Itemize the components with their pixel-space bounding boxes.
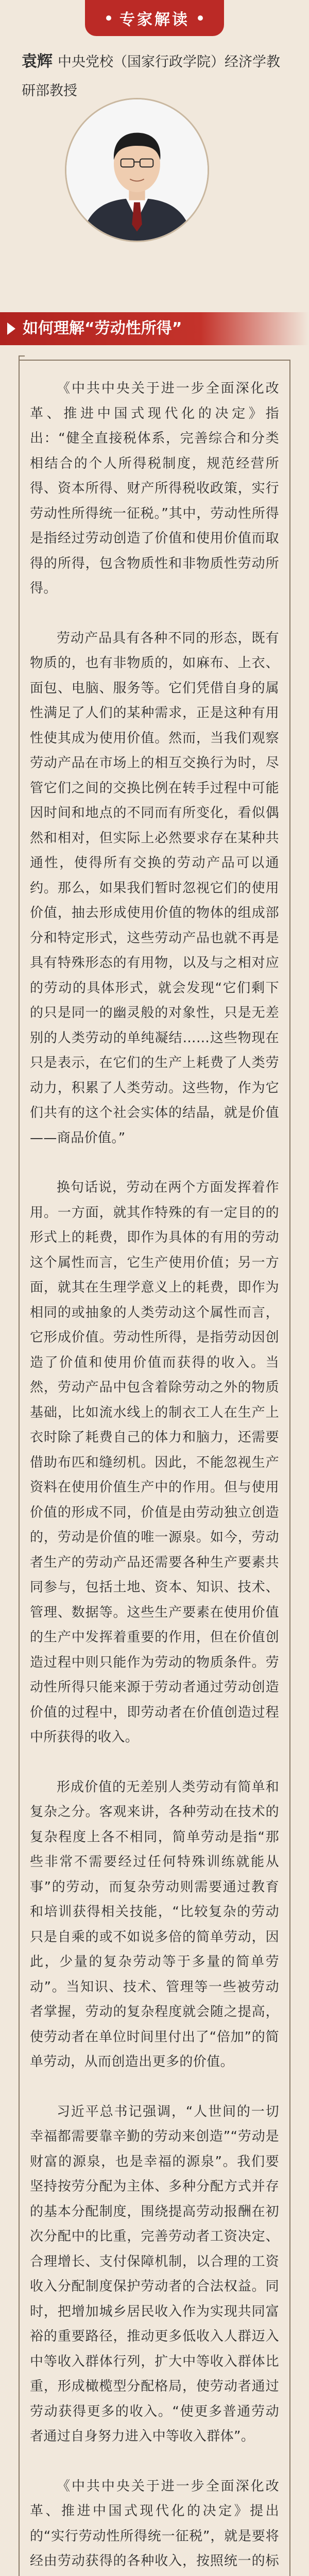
section-title: 如何理解“劳动性所得” (23, 319, 182, 337)
play-triangle-icon (7, 323, 15, 335)
dot-decoration (106, 15, 111, 21)
expert-avatar (65, 98, 209, 242)
expert-section-label: 专家解读 (119, 11, 190, 29)
expert-name: 袁辉 (22, 53, 53, 71)
paragraph: 《中共中央关于进一步全面深化改革、推进中国式现代化的决定》提出的“实行劳动性所得统一征税”，就是要将经由劳动获得的各种收入，按照统一的标 (30, 2478, 279, 2569)
paragraph: 习近平总书记强调，“人世间的一切幸福都需要靠辛勤的劳动来创造”“劳动是财富的源泉，也是幸福的源泉”。我们要坚持按劳分配为主体、多种分配方式并存的基本分配制度，围绕提高劳动报酬在初次分配中的比重，完善劳动者工资决定、合理增长、支付保障机制，以合理的工资收入分配制度保护劳动者的合法权益。同时，把增加城乡居民收入作为实现共同富裕的重要路径，推动更多低收入人群迈入中等收入群体行列，扩大中等收入群体比重，形成橄榄型分配格局，使劳动者通过劳动获得更多的收入。“使更多普通劳动者通过自身努力进入中等收入群体”。 (30, 2104, 279, 2444)
paragraph: 《中共中央关于进一步全面深化改革、推进中国式现代化的决定》指出：“健全直接税体系，完善综合和分类相结合的个人所得税制度，规范经营所得、资本所得、财产所得税收政策，实行劳动性所得统一征税。”其中，劳动性所得是指经过劳动创造了价值和使用价值而取得的所得，包含物质性和非物质性劳动所得。 (30, 381, 279, 596)
paragraph: 换句话说，劳动在两个方面发挥着作用。一方面，就其作特殊的有一定目的的形式上的耗费，即作为具体的有用的劳动这个属性而言，它生产使用价值；另一方面，就其在生理学意义上的耗费，即作为相同的或抽象的人类劳动这个属性而言，它形成价值。劳动性所得，是指劳动因创造了价值和使用价值而获得的收入。当然，劳动产品中包含着除劳动之外的物质基础，比如流水线上的制衣工人在生产上衣时除了耗费自己的体力和脑力，还需要借助布匹和缝纫机。因此，不能忽视生产资料在使用价值生产中的作用。但与使用价值的形成不同，价值是由劳动独立创造的，劳动是价值的唯一源泉。如今，劳动者生产的劳动产品还需要各种生产要素共同参与，包括土地、资本、知识、技术、管理、数据等。这些生产要素在使用价值的生产中发挥着重要的作用，但在价值创造过程中则只能作为劳动的物质条件。劳动性所得只能来源于劳动者通过劳动创造价值的过程中，即劳动者在价值创造过程中所获得的收入。 (30, 1180, 279, 1745)
expert-title: 中央党校（国家行政学院）经济学教研部教授 (22, 54, 280, 99)
section-banner (0, 312, 309, 345)
portrait-image (66, 99, 208, 241)
article-body (19, 360, 290, 2576)
dot-decoration (198, 15, 203, 21)
paragraph: 形成价值的无差别人类劳动有简单和复杂之分。客观来讲，各种劳动在技术的复杂程度上各不相同，简单劳动是指“那些非常不需要经过任何特殊训练就能从事”的劳动，而复杂劳动则需要通过教育和培训获得相关技能，“比较复杂的劳动只是自乘的或不如说多倍的简单劳动，因此，少量的复杂劳动等于多量的简单劳动”。当知识、技术、管理等一些被劳动者掌握，劳动的复杂程度就会随之提高，使劳动者在单位时间里付出了“倍加”的简单劳动，从而创造出更多的价值。 (30, 1779, 279, 2070)
expert-info (18, 47, 291, 106)
expert-section-tag (85, 0, 224, 36)
paragraph: 劳动产品具有各种不同的形态，既有物质的，也有非物质的，如麻布、上衣、面包、电脑、服务等。它们凭借自身的属性满足了人们的某种需求，正是这种有用性使其成为使用价值。然而，当我们观察劳动产品在市场上的相互交换行为时，尽管它们之间的交换比例在转手过程中可能因时间和地点的不同而有所变化，看似偶然和相对，但实际上必然要求存在某种共通性，使得所有交换的劳动产品可以通约。那么，如果我们暂时忽视它们的使用价值，抽去形成使用价值的物体的组成部分和特定形式，这些劳动产品也就不再是具有特殊形态的有用物，以及与之相对应的劳动的具体形式，就会发现“它们剩下的只是同一的幽灵般的对象性，只是无差别的人类劳动的单纯凝结……这些物现在只是表示，在它们的生产上耗费了人类劳动力，积累了人类劳动。这些物，作为它们共有的这个社会实体的结晶，就是价值——商品价值。” (30, 630, 279, 1146)
